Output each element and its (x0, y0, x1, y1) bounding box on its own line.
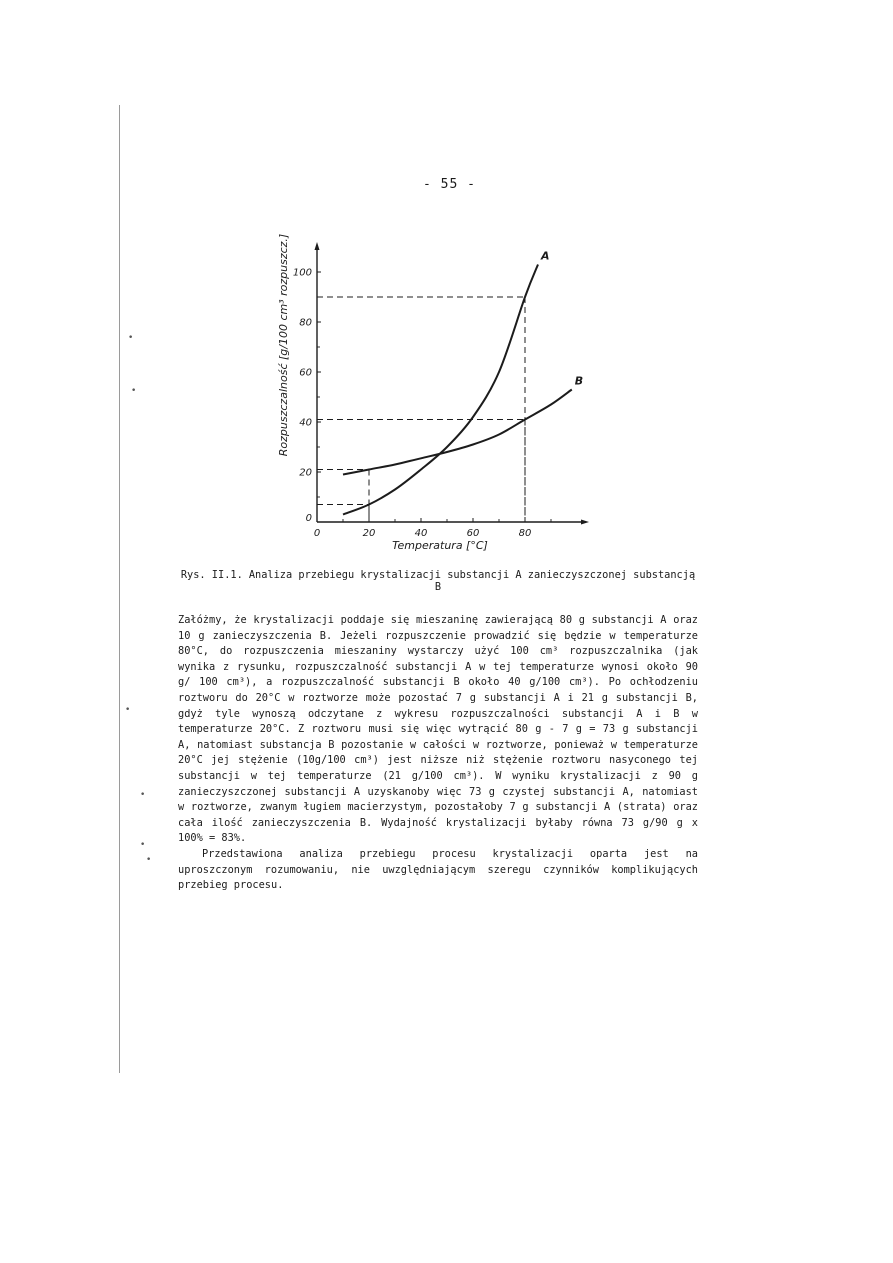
reference-lines (317, 297, 525, 522)
body-text (178, 613, 698, 894)
y-tick-label: 60 (299, 367, 312, 379)
y-tick-label: 20 (299, 467, 312, 479)
x-tick-label: 40 (414, 528, 428, 539)
figure-caption (178, 569, 698, 593)
y-tick-label: 100 (292, 267, 312, 279)
scan-speck: • (128, 333, 134, 343)
y-tick-label: 0 (305, 513, 312, 524)
paragraph: Załóżmy, że krystalizacji poddaje się mieszaninę zawierającą 80 g substancji A oraz 10 g zanieczyszczenia B. Jeżeli rozpuszczenie prowadzić się będzie w temperaturze 80°C, do rozpuszczenia mieszaniny wystarczy użyć 100 cm³ rozpuszczalnika (jak wynika z rysunku, rozpuszczalność substancji A w tej temperaturze wynosi około 90 g/ 100 cm³), a rozpuszczalność substancji B około 40 g/100 cm³). Po ochłodzeniu roztworu do 20°C w roztworze może pozostać 7 g substancji A i 21 g substancji B, gdyż tyle wynoszą odczytane z wykresu rozpuszczalności substancji A i B w temperaturze 20°C. Z roztworu musi się więc wytrącić 80 g - 7 g = 73 g substancji A, natomiast substancja B pozostanie w całości w roztworze, ponieważ w temperaturze 20°C jej stężenie (10g/100 cm³) jest niższe niż stężenie roztworu nasyconego tej substancji w tej temperaturze (21 g/100 cm³). W wyniku krystalizacji z 90 g zanieczyszczonej substancji A uzyskanoby więc 73 g czystej substancji A, natomiast w roztworze, zwanym ługiem macierzystym, pozostałoby 7 g substancji A (strata) oraz cała ilość zanieczyszczenia B. Wydajność krystalizacji byłaby równa 73 g/90 g x 100% = 83%. (178, 614, 698, 845)
solubility-chart (270, 228, 610, 560)
page-number: - 55 - (423, 177, 476, 192)
x-tick-label: 80 (518, 528, 532, 539)
x-tick-label: 20 (362, 528, 376, 539)
curve-b (343, 390, 572, 475)
scan-speck: • (146, 855, 152, 865)
x-tick-label: 0 (313, 528, 321, 539)
curve-label-b: B (574, 374, 584, 388)
x-axis-arrow (581, 520, 589, 525)
scan-margin-line (119, 105, 120, 1073)
chart-curves (343, 265, 572, 515)
scan-speck: • (125, 705, 131, 715)
y-axis-label: Rozpuszczalność [g/100 cm³ rozpuszcz.] (277, 233, 290, 457)
x-tick-label: 60 (466, 528, 480, 539)
chart-axes (315, 242, 590, 525)
y-tick-label: 80 (299, 317, 312, 329)
scan-speck: • (140, 840, 146, 850)
curve-a (343, 265, 538, 515)
scan-speck: • (140, 790, 146, 800)
curve-label-a: A (541, 249, 550, 263)
y-axis-arrow (315, 242, 320, 250)
caption-text: Analiza przebiegu krystalizacji substancji A zanieczyszczonej substancją B (248, 569, 696, 593)
x-axis-label: Temperatura [°C] (392, 539, 488, 552)
caption-label: Rys. II.1. (180, 569, 243, 581)
scan-speck: • (131, 386, 137, 396)
paragraph: Przedstawiona analiza przebiegu procesu krystalizacji oparta jest na uproszczonym rozumowaniu, nie uwzględniającym szeregu czynników komplikujących przebieg procesu. (178, 847, 698, 892)
y-tick-label: 40 (299, 417, 312, 429)
tick-labels (293, 250, 583, 540)
